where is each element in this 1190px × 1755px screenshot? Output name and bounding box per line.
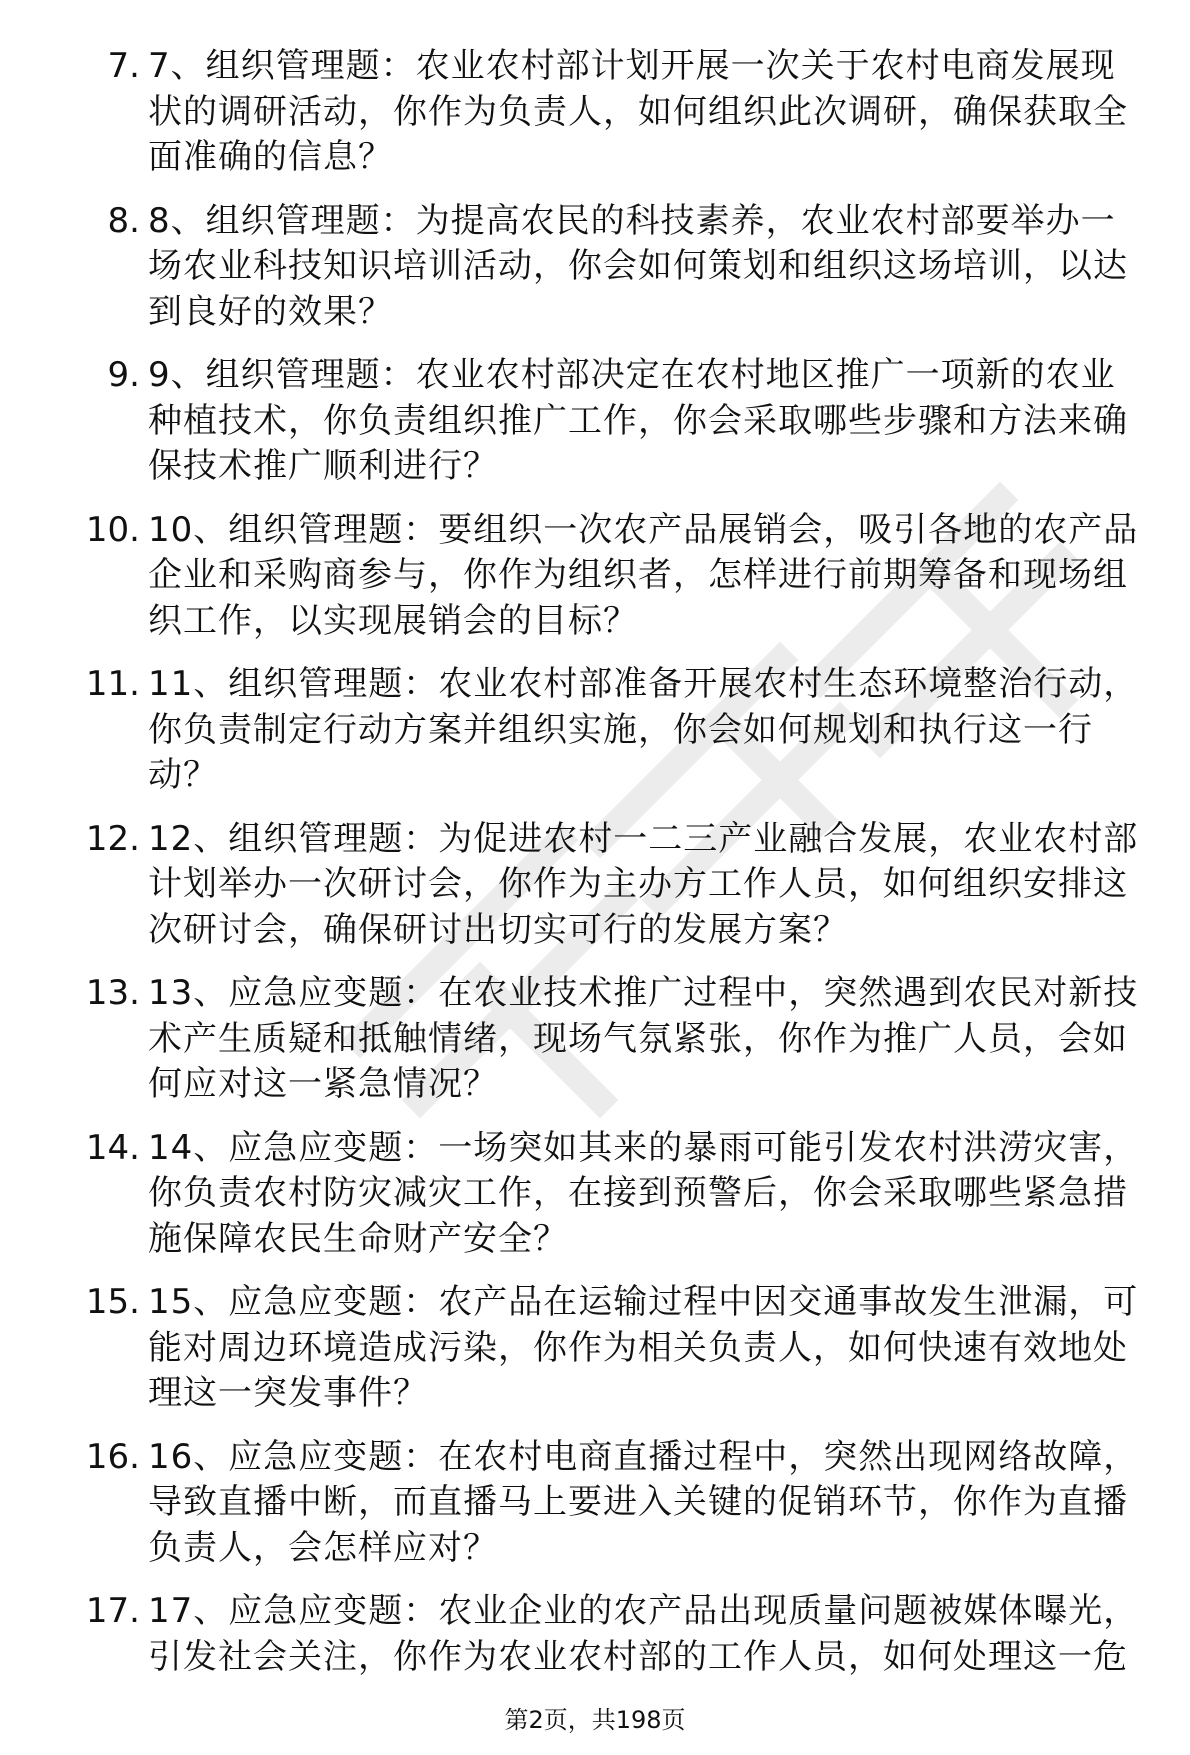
question-text: 10、组织管理题：要组织一次农产品展销会，吸引各地的农产品企业和采购商参与，你作为组织者，怎样进行前期筹备和现场组织工作，以实现展销会的目标？ <box>148 509 1139 641</box>
question-number: 11. <box>85 664 140 704</box>
question-number: 16. <box>85 1436 140 1477</box>
question-item <box>0 508 1190 645</box>
question-item <box>0 1126 1190 1263</box>
question-item <box>0 971 1190 1108</box>
question-text: 16、应急应变题：在农村电商直播过程中，突然出现网络故障，导致直播中断，而直播马上要进入关键的促销环节，你作为直播负责人，会怎样应对？ <box>148 1436 1139 1568</box>
question-number: 13. <box>85 973 140 1013</box>
question-item <box>0 44 1190 181</box>
question-item <box>0 1280 1190 1417</box>
question-item <box>0 199 1190 336</box>
question-text: 17、应急应变题：农业企业的农产品出现质量问题被媒体曝光，引发社会关注，你作为农业农村部的工作人员，如何处理这一危 <box>148 1591 1139 1677</box>
question-text: 11、组织管理题：农业农村部准备开展农村生态环境整治行动，你负责制定行动方案并组织实施，你会如何规划和执行这一行动？ <box>148 664 1139 795</box>
question-item <box>0 353 1190 490</box>
page-footer: 第2页，共198页 <box>504 1706 686 1734</box>
question-number: 17. <box>85 1591 140 1631</box>
question-list <box>0 44 1190 1698</box>
question-item <box>0 817 1190 954</box>
question-text: 7、组织管理题：农业农村部计划开展一次关于农村电商发展现状的调研活动，你作为负责人，如何组织此次调研，确保获取全面准确的信息？ <box>148 46 1128 177</box>
question-text: 8、组织管理题：为提高农民的科技素养，农业农村部要举办一场农业科技知识培训活动，你会如何策划和组织这场培训，以达到良好的效果？ <box>148 200 1128 332</box>
question-item <box>0 662 1190 799</box>
question-text: 12、组织管理题：为促进农村一二三产业融合发展，农业农村部计划举办一次研讨会，你作为主办方工作人员，如何组织安排这次研讨会，确保研讨出切实可行的发展方案？ <box>148 818 1139 950</box>
question-number: 7. <box>107 46 140 86</box>
question-item <box>0 1589 1190 1680</box>
question-text: 15、应急应变题：农产品在运输过程中因交通事故发生泄漏，可能对周边环境造成污染，你作为相关负责人，如何快速有效地处理这一突发事件？ <box>148 1282 1139 1413</box>
question-number: 14. <box>85 1127 140 1168</box>
question-number: 12. <box>85 818 140 859</box>
question-number: 10. <box>85 509 140 550</box>
question-text: 14、应急应变题：一场突如其来的暴雨可能引发农村洪涝灾害，你负责农村防灾减灾工作，在接到预警后，你会采取哪些紧急措施保障农民生命财产安全？ <box>148 1127 1139 1259</box>
question-text: 9、组织管理题：农业农村部决定在农村地区推广一项新的农业种植技术，你负责组织推广工作，你会采取哪些步骤和方法来确保技术推广顺利进行？ <box>148 355 1128 486</box>
question-text: 13、应急应变题：在农业技术推广过程中，突然遇到农民对新技术产生质疑和抵触情绪，现场气氛紧张，你作为推广人员，会如何应对这一紧急情况？ <box>148 973 1139 1104</box>
question-number: 15. <box>85 1282 140 1322</box>
question-number: 8. <box>107 200 140 241</box>
question-item <box>0 1435 1190 1572</box>
question-number: 9. <box>107 355 140 395</box>
